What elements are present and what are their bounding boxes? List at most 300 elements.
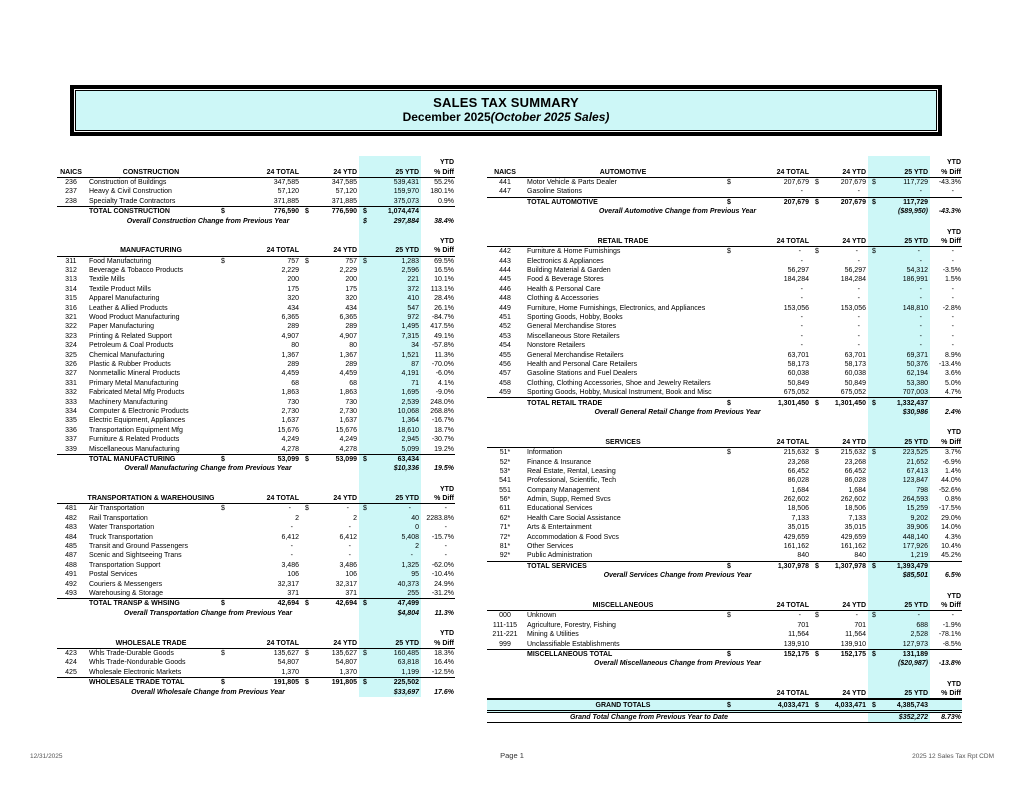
naics-cell: 335 — [65, 417, 77, 425]
table-row — [487, 523, 962, 532]
col-24total-cell: 730 — [287, 398, 299, 406]
section-grand-totals — [487, 680, 962, 724]
naics-cell: 444 — [499, 267, 511, 275]
table-row — [57, 561, 455, 570]
label-cell: Educational Services — [527, 505, 593, 513]
change-diff-cell: -43.3% — [938, 208, 961, 216]
col-25ytd-header: 25 YTD — [904, 438, 928, 446]
label-cell: General Merchandise Stores — [527, 323, 617, 331]
table-row — [487, 630, 962, 639]
col-24total-cell: - — [800, 342, 803, 350]
col-25ytd-cell: 87 — [411, 361, 419, 368]
dollar-sign: $ — [872, 248, 876, 256]
amount: - — [798, 612, 801, 620]
col-24ytd-cell: 32,317 — [335, 580, 357, 588]
diff-cell: -1.9% — [942, 621, 961, 629]
naics-header: NAICS — [494, 168, 516, 176]
amount: 215,632 — [783, 449, 809, 457]
col-24total-header: 24 TOTAL — [776, 237, 809, 245]
diff-cell: - — [951, 342, 954, 350]
diff-cell: 49.1% — [434, 332, 454, 340]
table-row — [487, 532, 962, 541]
dollar-sign: $ — [221, 455, 225, 463]
label-cell: Furniture, Home Furnishings, Electronics, and Appliances — [527, 304, 706, 312]
diff-cell: - — [951, 257, 954, 265]
diff-cell: 29.0% — [941, 514, 961, 522]
diff-cell: 55.2% — [434, 178, 454, 186]
diff-cell: -2.8% — [942, 304, 961, 312]
diff-cell: 16.5% — [434, 267, 454, 275]
col-24total-cell: 2,730 — [281, 407, 299, 415]
label-cell: Petroleum & Coal Products — [89, 342, 174, 350]
diff-cell: 11.3% — [434, 351, 454, 359]
col-24ytd-cell: 200 — [345, 276, 357, 284]
diff-cell: 26.1% — [434, 304, 454, 312]
col-24total-cell — [723, 199, 811, 206]
total-label: TOTAL AUTOMOTIVE — [527, 198, 598, 206]
col-24ytd-cell: 429,659 — [840, 533, 866, 541]
col-24ytd-cell — [301, 600, 359, 607]
col-24ytd-cell: 184,284 — [840, 276, 866, 284]
table-row — [57, 285, 455, 294]
table-row — [57, 658, 455, 667]
diff-cell: 180.1% — [430, 188, 454, 196]
label-cell: Health and Personal Care Retailers — [527, 361, 638, 368]
col-25ytd-cell — [868, 400, 930, 407]
col-24ytd-cell — [301, 208, 359, 215]
change-value-cell: $4,804 — [397, 609, 419, 617]
col-25ytd-cell: 1,199 — [401, 668, 419, 676]
col-24total-cell: - — [800, 332, 803, 340]
dollar-sign: $ — [815, 650, 819, 658]
table-row — [57, 514, 455, 523]
label-cell: Textile Mills — [89, 276, 125, 284]
diff-cell: -30.7% — [431, 436, 454, 444]
section-wholesale-trade — [57, 629, 455, 697]
table-row — [487, 551, 962, 560]
ytd-pre-label: YTD — [947, 159, 961, 167]
naics-cell: 424 — [65, 659, 77, 667]
change-diff-cell: 38.4% — [434, 217, 454, 225]
ytd-pre-label: YTD — [440, 630, 454, 638]
naics-cell: 337 — [65, 436, 77, 444]
naics-cell: 81* — [499, 543, 511, 551]
amount: 1,307,978 — [777, 562, 809, 570]
label-cell: Heavy & Civil Construction — [89, 188, 172, 196]
table-row — [487, 504, 962, 513]
label-cell: Furniture & Related Products — [89, 436, 180, 444]
table-row — [57, 313, 455, 322]
table-row — [57, 435, 455, 444]
col-24total-cell — [217, 650, 301, 657]
col-24ytd-cell: 50,849 — [844, 379, 866, 387]
col-25ytd-cell: 1,364 — [401, 417, 419, 425]
col-25ytd-cell — [868, 248, 930, 255]
amount: 207,679 — [783, 198, 809, 206]
dollar-sign: $ — [363, 257, 367, 265]
ytd-pre-row — [487, 591, 962, 600]
naics-cell: 56* — [499, 496, 511, 504]
col-24total-cell: 1,367 — [281, 351, 299, 359]
dollar-sign: $ — [305, 505, 309, 513]
col-24ytd-header: 24 YTD — [842, 438, 866, 446]
naics-cell: 331 — [65, 379, 77, 387]
amount: 4,033,471 — [834, 701, 866, 709]
table-row — [487, 369, 962, 378]
diff-cell: -3.5% — [942, 267, 961, 275]
diff-cell: -12.5% — [431, 668, 454, 676]
col-25ytd-cell: 54,312 — [906, 267, 928, 275]
col-24total-cell: 2 — [295, 514, 299, 522]
col-24ytd-cell: 1,367 — [339, 351, 357, 359]
report-sales-period: (October 2025 Sales) — [490, 110, 610, 124]
label-cell: Leather & Allied Products — [89, 304, 168, 312]
diff-cell: -9.0% — [435, 389, 454, 397]
table-row — [57, 649, 455, 658]
amount: 117,729 — [903, 198, 928, 206]
naics-cell: 493 — [65, 589, 77, 597]
change-diff-cell: -13.8% — [938, 660, 961, 668]
table-row — [487, 294, 962, 303]
col-24ytd-cell: 11,564 — [845, 631, 866, 639]
col-24total-cell: 701 — [797, 621, 809, 629]
col-24ytd-cell: 4,907 — [339, 332, 357, 340]
naics-cell: 457 — [499, 370, 511, 378]
ytd-pre-label: YTD — [440, 485, 454, 493]
section-header-row — [57, 167, 455, 177]
dollar-sign: $ — [363, 679, 367, 687]
col-25ytd-cell: - — [919, 257, 922, 265]
change-value-cell: ($89,950) — [898, 208, 928, 216]
section-header-row — [57, 246, 455, 256]
amount: 1,283 — [401, 257, 419, 265]
amount: 160,485 — [393, 649, 419, 657]
section-title: RETAIL TRADE — [597, 237, 649, 245]
col-24ytd-cell: 289 — [345, 361, 357, 368]
col-24total-cell: 57,120 — [277, 188, 299, 196]
diff-cell: 45.2% — [941, 552, 961, 560]
col-24total-cell: 289 — [287, 323, 299, 331]
diff-cell: -57.8% — [431, 342, 454, 350]
col-24ytd-cell: 57,120 — [335, 188, 357, 196]
col-24total-cell: 200 — [287, 276, 299, 284]
col-24total-cell: 347,585 — [273, 178, 299, 186]
grand-totals-label: GRAND TOTALS — [595, 701, 651, 709]
label-cell: Company Management — [527, 486, 600, 494]
col-25ytd-cell: 2,528 — [910, 631, 928, 639]
diff-cell: 3.6% — [945, 370, 961, 378]
table-row — [57, 532, 455, 541]
col-24total-cell: - — [800, 188, 803, 196]
col-24ytd-cell: 68 — [349, 379, 357, 387]
label-cell: Admin, Supp, Remed Svcs — [527, 496, 611, 504]
naics-cell: 334 — [65, 407, 77, 415]
label-cell: Transit and Ground Passengers — [89, 543, 188, 551]
table-row — [57, 275, 455, 284]
col-24total-cell: - — [290, 543, 293, 551]
total-label: MISCELLANEOUS TOTAL — [527, 650, 613, 658]
table-row — [57, 197, 455, 206]
naics-cell: 611 — [499, 505, 511, 513]
col-24ytd-cell: 175 — [345, 285, 357, 293]
amount: 63,434 — [397, 455, 419, 463]
dollar-sign: $ — [221, 257, 225, 265]
section-title: TRANSPORTATION & WAREHOUSING — [87, 495, 215, 503]
ytd-pre-row — [57, 485, 455, 494]
amount: 53,099 — [335, 455, 357, 463]
col-25ytd-header: 25 YTD — [395, 247, 419, 255]
label-cell: Truck Transportation — [89, 533, 153, 541]
col-25ytd-cell: 50,376 — [906, 361, 928, 368]
section-title: MANUFACTURING — [120, 247, 182, 255]
diff-cell: 1.5% — [945, 276, 961, 284]
amount: - — [917, 248, 920, 256]
amount: 135,627 — [331, 649, 357, 657]
table-row — [487, 514, 962, 523]
change-value-cell: $10,336 — [393, 465, 419, 473]
table-row — [57, 322, 455, 331]
col-24total-cell: 23,268 — [787, 458, 809, 466]
col-24total-cell: 371,885 — [273, 197, 299, 205]
diff-cell: - — [951, 323, 954, 331]
label-cell: Water Transportation — [89, 524, 155, 532]
report-title: SALES TAX SUMMARY — [433, 95, 579, 110]
diff-cell: 8.9% — [945, 351, 961, 359]
col-25ytd-cell: 177,926 — [902, 543, 928, 551]
col-24total-header: 24 TOTAL — [266, 639, 299, 647]
amount: - — [855, 248, 858, 256]
col-25ytd-header: 25 YTD — [904, 601, 928, 609]
ytd-pre-row — [57, 158, 455, 167]
section-total-row — [57, 454, 455, 464]
diff-cell: -6.0% — [435, 370, 454, 378]
dollar-sign: $ — [727, 449, 731, 457]
label-cell: Specialty Trade Contractors — [89, 197, 176, 205]
table-row — [57, 187, 455, 196]
section-construction — [57, 158, 455, 226]
dollar-sign: $ — [727, 178, 731, 186]
label-cell: Unknown — [527, 612, 557, 620]
table-row — [487, 257, 962, 266]
amount: 53,099 — [277, 455, 299, 463]
label-cell: Electric Equipment, Appliances — [89, 417, 186, 425]
naics-cell: 456 — [499, 361, 511, 368]
dollar-sign: $ — [363, 649, 367, 657]
left-table-column — [57, 147, 455, 697]
diff-cell: - — [951, 295, 954, 303]
table-row — [487, 285, 962, 294]
col-25ytd-cell: 264,593 — [902, 496, 928, 504]
label-cell: Other Services — [527, 543, 574, 551]
diff-cell: -31.2% — [431, 589, 454, 597]
amount: 776,590 — [273, 208, 299, 216]
ytd-pre-label: YTD — [947, 429, 961, 437]
dollar-sign: $ — [815, 449, 819, 457]
ytd-pre-label: YTD — [440, 237, 454, 245]
footer-filename: 2025 12 Sales Tax Rpt CDM — [912, 753, 994, 760]
diff-cell: - — [951, 612, 954, 620]
col-24ytd-header: 24 YTD — [842, 168, 866, 176]
col-25ytd-cell: - — [410, 552, 413, 560]
change-label: Overall Manufacturing Change from Previous Year — [124, 465, 292, 473]
col-24ytd-cell: 3,486 — [339, 561, 357, 569]
dollar-sign: $ — [872, 449, 876, 457]
col-25ytd-cell: 0 — [415, 524, 419, 532]
diff-cell: 44.0% — [941, 477, 961, 485]
col-24total-cell: 63,701 — [787, 351, 809, 359]
label-cell: Mining & Utilities — [527, 631, 579, 639]
label-cell: Electronics & Appliances — [527, 257, 604, 265]
label-cell: Motor Vehicle & Parts Dealer — [527, 178, 617, 186]
col-24ytd-cell: 2,730 — [339, 407, 357, 415]
col-24ytd-cell: 371 — [345, 589, 357, 597]
col-25ytd-cell: 71 — [411, 379, 419, 387]
label-cell: Textile Product Mills — [89, 285, 151, 293]
col-24total-cell: 1,370 — [281, 668, 299, 676]
section-total-row — [57, 677, 455, 687]
table-row — [57, 369, 455, 378]
col-24total-cell: 1,863 — [281, 389, 299, 397]
col-25ytd-cell: 2 — [415, 543, 419, 551]
section-header-row — [487, 601, 962, 611]
col-25ytd-cell: 69,371 — [906, 351, 928, 359]
label-cell: Food & Beverage Stores — [527, 276, 604, 284]
col-24ytd-cell: 347,585 — [331, 178, 357, 186]
table-row — [487, 448, 962, 457]
col-25ytd-cell: 18,610 — [397, 426, 419, 434]
col-24ytd-cell — [811, 651, 868, 658]
col-24total-cell — [217, 258, 301, 265]
diff-cell: 0.8% — [945, 496, 961, 504]
report-month: December 2025 — [402, 110, 491, 124]
naics-cell: 443 — [499, 257, 511, 265]
label-cell: Arts & Entertainment — [527, 524, 592, 532]
total-label: TOTAL RETAIL TRADE — [527, 399, 603, 407]
dollar-sign: $ — [727, 701, 731, 709]
col-24total-cell: - — [800, 295, 803, 303]
change-label: Overall General Retail Change from Previous Year — [594, 408, 761, 416]
naics-cell: 485 — [65, 543, 77, 551]
col-25ytd-cell: 372 — [407, 285, 419, 293]
total-label: TOTAL MANUFACTURING — [89, 455, 176, 463]
dollar-sign: $ — [727, 612, 731, 620]
change-label: Overall Transportation Change from Previous Year — [123, 609, 293, 617]
col-24ytd-cell: 675,052 — [840, 389, 866, 397]
diff-cell: -6.9% — [942, 458, 961, 466]
diff-cell: 4.1% — [438, 379, 454, 387]
col-25ytd-cell — [868, 199, 930, 206]
col-24total-header: 24 TOTAL — [266, 495, 299, 503]
col-25ytd-cell — [359, 208, 421, 215]
section-transportation-warehousing — [57, 485, 455, 618]
col-25ytd-header: 25 YTD — [395, 495, 419, 503]
col-24total-cell: 175 — [287, 285, 299, 293]
table-row — [57, 178, 455, 187]
dollar-sign: $ — [815, 198, 819, 206]
table-row — [57, 360, 455, 369]
table-row — [487, 486, 962, 495]
dollar-sign: $ — [872, 650, 876, 658]
label-cell: Warehousing & Storage — [89, 589, 164, 597]
change-label: Overall Construction Change from Previous Year — [126, 217, 290, 225]
col-24total-cell: 6,365 — [281, 314, 299, 322]
label-cell: Construction of Buildings — [89, 178, 167, 186]
col-24ytd-header: 24 YTD — [333, 495, 357, 503]
col-25ytd-cell: - — [919, 314, 922, 322]
col-25ytd-cell: 123,847 — [902, 477, 928, 485]
col-25ytd-header: 25 YTD — [395, 168, 419, 176]
diff-cell: - — [444, 505, 447, 513]
col-25ytd-cell: 62,194 — [906, 370, 928, 378]
col-25ytd-cell — [868, 179, 930, 186]
naics-cell: 451 — [499, 314, 511, 322]
section-change-row — [487, 207, 962, 216]
change-value-cell: $33,697 — [393, 688, 419, 696]
diff-header: % Diff — [941, 690, 961, 698]
col-25ytd-cell: 53,380 — [906, 379, 928, 387]
table-row — [487, 322, 962, 331]
col-24total-cell: 840 — [797, 552, 809, 560]
naics-cell: 484 — [65, 533, 77, 541]
col-25ytd-cell: 1,695 — [401, 389, 419, 397]
col-24total-header: 24 TOTAL — [776, 168, 809, 176]
diff-cell: 18.7% — [434, 426, 454, 434]
label-cell: Computer & Electronic Products — [89, 407, 189, 415]
col-24total-cell: 58,173 — [787, 361, 809, 368]
section-total-row — [487, 197, 962, 207]
col-25ytd-cell: 547 — [407, 304, 419, 312]
table-row — [487, 275, 962, 284]
table-row — [487, 266, 962, 275]
table-row — [57, 257, 455, 266]
col-24total-cell: 56,297 — [787, 267, 809, 275]
label-cell: Gasoline Stations and Fuel Dealers — [527, 370, 638, 378]
col-24ytd-cell — [301, 258, 359, 265]
col-24total-cell: - — [290, 524, 293, 532]
naics-cell: 322 — [65, 323, 77, 331]
label-cell: Information — [527, 449, 563, 457]
dollar-sign: $ — [727, 650, 731, 658]
col-25ytd-cell: 67,413 — [906, 467, 928, 475]
label-cell: Transportation Equipment Mfg — [89, 426, 183, 434]
col-25ytd-cell — [359, 456, 421, 463]
table-row — [487, 303, 962, 312]
col-25ytd-cell — [359, 679, 421, 686]
amount: 42,694 — [277, 600, 299, 608]
naics-cell: 314 — [65, 285, 77, 293]
amount: 131,189 — [902, 650, 928, 658]
dollar-sign: $ — [221, 649, 225, 657]
col-24total-cell — [217, 679, 301, 686]
dollar-sign: $ — [363, 600, 367, 608]
label-cell: Unclassifiable Establishments — [527, 640, 620, 648]
col-24total-cell: 371 — [287, 589, 299, 597]
col-25ytd-cell: 40 — [411, 514, 419, 522]
dollar-sign: $ — [305, 257, 309, 265]
label-cell: Printing & Related Support — [89, 332, 172, 340]
col-24ytd-cell: 63,701 — [844, 351, 866, 359]
label-cell: Fabricated Metal Mfg Products — [89, 389, 185, 397]
col-24total-cell — [723, 179, 811, 186]
col-24ytd-cell — [811, 449, 868, 456]
col-24ytd-cell: - — [857, 257, 860, 265]
label-cell: Transportation Support — [89, 561, 161, 569]
col-24ytd-cell: 320 — [345, 295, 357, 303]
ytd-pre-row — [487, 680, 962, 689]
label-cell: Rail Transportation — [89, 514, 148, 522]
col-24ytd-cell: 6,365 — [339, 314, 357, 322]
naics-cell: 483 — [65, 524, 77, 532]
